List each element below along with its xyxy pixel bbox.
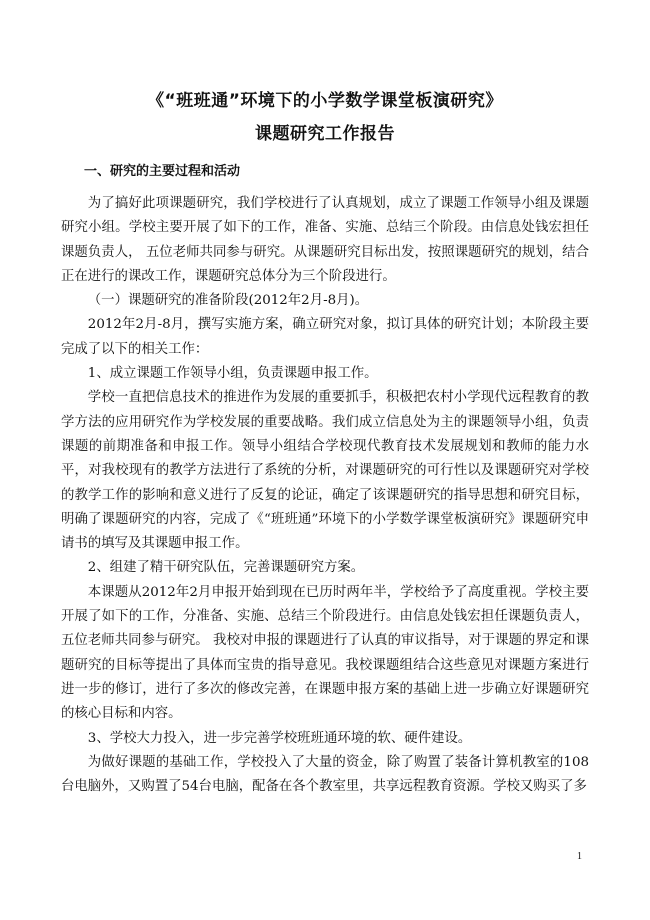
paragraph-item-1-detail: 学校一直把信息技术的推进作为发展的重要抓手，积极把农村小学现代远程教育的教学方法的应用研究作为学校发展的重要战略。我们成立信息处为主的课题领导小组，负责课题的前期准备和申报工作。领导小组结合学校现代教育技术发展规划和教师的能力水平，对我校现有的教学方法进行了系统的分析，对课题研究的可行性以及课题研究对学校的教学工作的影响和意义进行了反复的论证，确定了该课题研究的指导思想和研究目标，明确了课题研究的内容，完成了《“班班通”环境下的小学数学课堂板演研究》课题研究申请书的填写及其课题申报工作。 — [61, 390, 589, 552]
paragraph-item-2-detail: 本课题从2012年2月申报开始到现在已历时两年半，学校给予了高度重视。学校主要开展了如下的工作，分准备、实施、总结三个阶段进行。由信息处钱宏担任课题负责人，五位老师共同参与研究。 我校对申报的课题进行了认真的审议指导，对于课题的界定和课题研究的目标等提出了具体而宝贵的指导意见。我校课题组结合这些意见对课题方案进行进一步的修订，进行了多次的修改完善，在课题申报方案的基础上进一步确立好课题研究的核心目标和内容。 — [61, 584, 589, 722]
page-number: 1 — [577, 851, 582, 862]
document-title: 《“班班通”环境下的小学数学课堂板演研究》 — [147, 91, 503, 111]
document-subtitle: 课题研究工作报告 — [255, 124, 395, 144]
paragraph-item-3-detail: 为做好课题的基础工作，学校投入了大量的资金，除了购置了装备计算机教室的108台电脑外，又购置了54台电脑，配备在各个教室里，共享远程教育资源。学校又购买了多 — [61, 754, 589, 795]
section-heading: 一、研究的主要过程和活动 — [84, 164, 241, 179]
paragraph-item-3: 3、学校大力投入，进一步完善学校班班通环境的软、硬件建设。 — [87, 730, 472, 746]
paragraph-stage-heading: （一）课题研究的准备阶段(2012年2月-8月)。 — [87, 293, 369, 309]
body-text — [61, 192, 589, 799]
paragraph-item-2: 2、组建了精干研究队伍，完善课题研究方案。 — [87, 560, 365, 576]
paragraph-stage-summary: 2012年2月-8月，撰写实施方案，确立研究对象，拟订具体的研究计划；本阶段主要完成了以下的相关工作： — [61, 317, 589, 357]
paragraph-intro: 为了搞好此项课题研究，我们学校进行了认真规划，成立了课题工作领导小组及课题研究小组。学校主要开展了如下的工作，准备、实施、总结三个阶段。由信息处钱宏担任课题负责人， 五位老师共同参与研究。从课题研究目标出发，按照课题研究的规划，结合正在进行的课改工作，课题研究总体分为三个阶段进行。 — [61, 196, 589, 284]
paragraph-item-1: 1、成立课题工作领导小组，负责课题申报工作。 — [87, 366, 378, 382]
